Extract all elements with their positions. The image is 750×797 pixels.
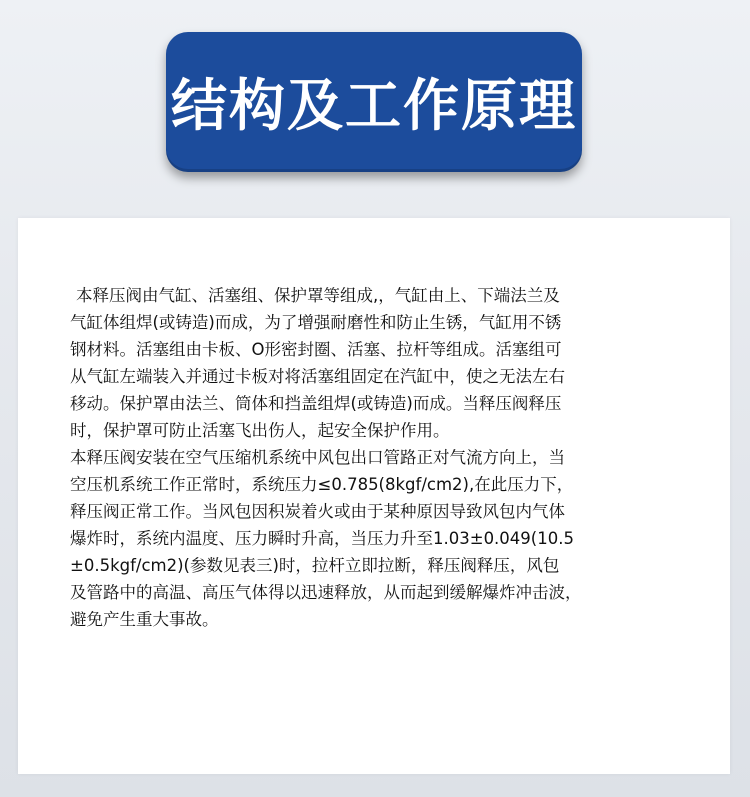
- body-text: [70, 282, 710, 633]
- text-line: 空压机系统工作正常时，系统压力≤0.785(8kgf/cm2),在此压力下，: [70, 475, 574, 494]
- text-line: 气缸体组焊(或铸造)而成，为了增强耐磨性和防止生锈，气缸用不锈: [70, 313, 562, 332]
- text-line: ±0.5kgf/cm2)(参数见表三)时，拉杆立即拉断，释压阀释压，风包: [70, 556, 560, 575]
- text-line: 钢材料。活塞组由卡板、O形密封圈、活塞、拉杆等组成。活塞组可: [70, 340, 562, 359]
- content-panel: [18, 218, 730, 774]
- paragraph-working-principle: [70, 444, 710, 633]
- text-line: 本释压阀由气缸、活塞组、保护罩等组成,，气缸由上、下端法兰及: [76, 286, 560, 305]
- text-line: 时，保护罩可防止活塞飞出伤人，起安全保护作用。: [70, 421, 450, 440]
- paragraph-structure: [70, 282, 710, 444]
- text-line: 及管路中的高温、高压气体得以迅速释放，从而起到缓解爆炸冲击波，: [70, 583, 582, 602]
- text-line: 本释压阀安装在空气压缩机系统中风包出口管路正对气流方向上，当: [70, 448, 565, 467]
- text-line: 从气缸左端装入并通过卡板对将活塞组固定在汽缸中，使之无法左右: [70, 367, 565, 386]
- page-title: 结构及工作原理: [171, 74, 577, 139]
- text-line: 释压阀正常工作。当风包因积炭着火或由于某种原因导致风包内气体: [70, 502, 565, 521]
- text-line: 避免产生重大事故。: [70, 610, 219, 629]
- text-line: 爆炸时，系统内温度、压力瞬时升高，当压力升至1.03±0.049(10.5: [70, 529, 574, 548]
- title-banner: [166, 32, 582, 172]
- text-line: 移动。保护罩由法兰、筒体和挡盖组焊(或铸造)而成。当释压阀释压: [70, 394, 562, 413]
